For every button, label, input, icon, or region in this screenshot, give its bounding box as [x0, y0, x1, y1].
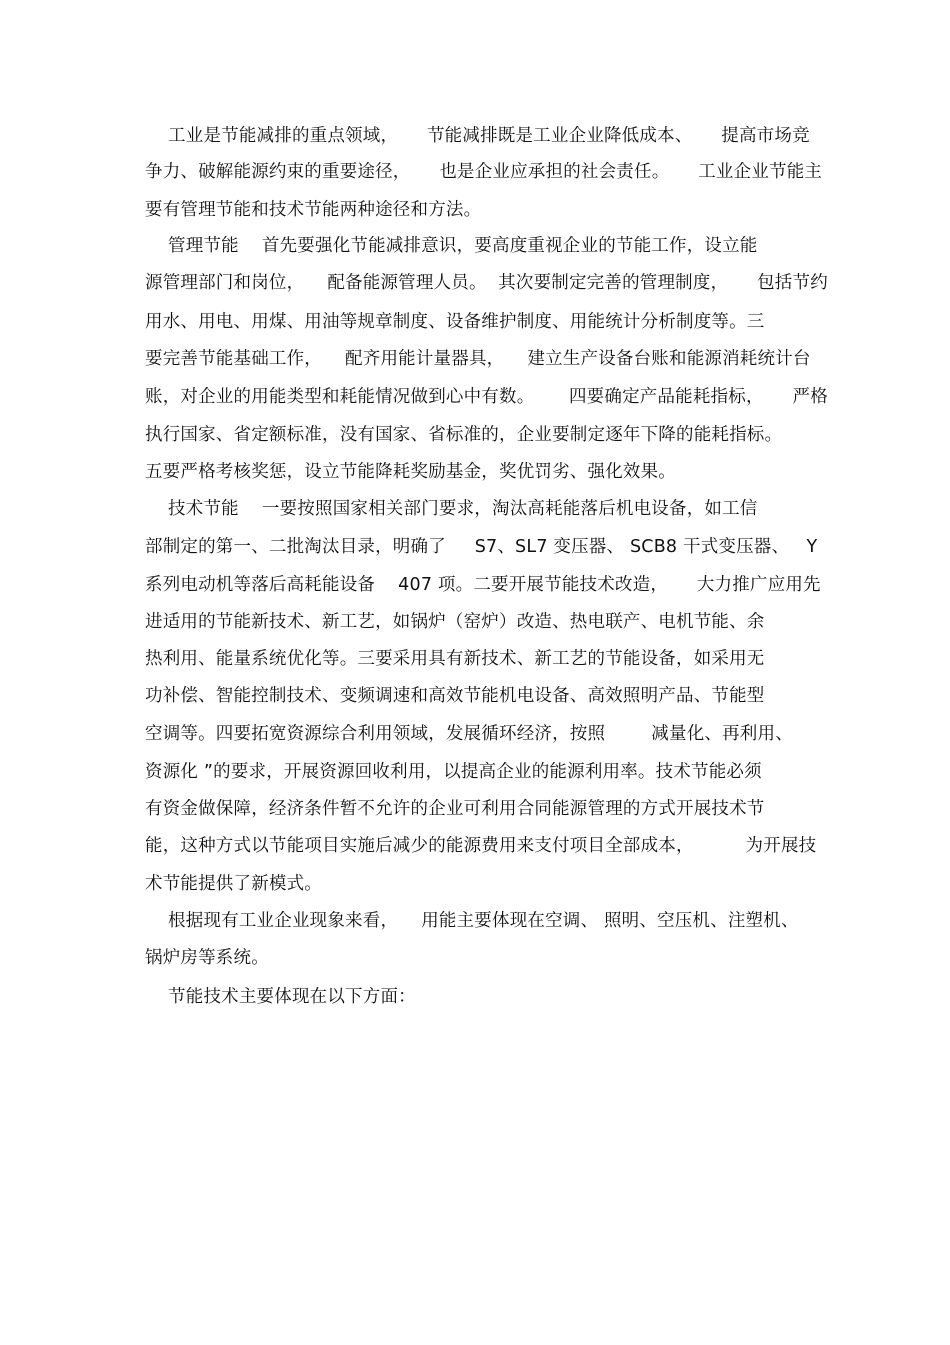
text-line: 争力、破解能源约束的重要途径， 也是企业应承担的社会责任。 工业企业节能主	[145, 162, 823, 182]
text-line: 系列电动机等落后高耗能设备 407 项。二要开展节能技术改造， 大力推广应用先	[145, 575, 821, 595]
text-line: 部制定的第一、二批淘汰目录，明确了 S7、SL7 变压器、 SCB8 干式变压器、 Y	[145, 537, 818, 557]
text-line: 术节能提供了新模式。	[145, 874, 322, 894]
text-line: 锅炉房等系统。	[145, 948, 269, 968]
text-line: 能，这种方式以节能项目实施后减少的能源费用来支付项目全部成本， 为开展技	[145, 836, 817, 856]
text-line: 有资金做保障，经济条件暂不允许的企业可利用合同能源管理的方式开展技术节	[145, 799, 765, 819]
text-line: 要有管理节能和技术节能两种途径和方法。	[145, 200, 482, 220]
text-line: 技术节能 一要按照国家相关部门要求，淘汰高耗能落后机电设备，如工信	[145, 499, 758, 519]
text-line: 根据现有工业企业现象来看， 用能主要体现在空调、 照明、空压机、注塑机、	[145, 911, 799, 931]
text-line: 节能技术主要体现在以下方面：	[145, 987, 416, 1007]
text-line: 热利用、能量系统优化等。三要采用具有新技术、新工艺的节能设备，如采用无	[145, 649, 765, 669]
text-line: 执行国家、省定额标准，没有国家、省标准的，企业要制定逐年下降的能耗指标。	[145, 425, 783, 445]
text-line: 用水、用电、用煤、用油等规章制度、设备维护制度、用能统计分析制度等。三	[145, 312, 765, 332]
text-line: 五要严格考核奖惩，设立节能降耗奖励基金，奖优罚劣、强化效果。	[145, 462, 676, 482]
text-line: 资源化 ”的要求，开展资源回收利用，以提高企业的能源利用率。技术节能必须	[145, 762, 762, 782]
text-line: 进适用的节能新技术、新工艺，如锅炉（窑炉）改造、热电联产、电机节能、余	[145, 612, 765, 632]
text-line: 要完善节能基础工作， 配齐用能计量器具， 建立生产设备台账和能源消耗统计台	[145, 349, 811, 369]
text-line: 源管理部门和岗位， 配备能源管理人员。 其次要制定完善的管理制度， 包括节约	[145, 273, 828, 293]
text-line: 工业是节能减排的重点领域， 节能减排既是工业企业降低成本、 提高市场竞	[145, 126, 810, 146]
text-line: 空调等。四要拓宽资源综合利用领域，发展循环经济，按照 减量化、再利用、	[145, 724, 793, 744]
text-line: 功补偿、智能控制技术、变频调速和高效节能机电设备、高效照明产品、节能型	[145, 686, 765, 706]
text-line: 账，对企业的用能类型和耗能情况做到心中有数。 四要确定产品能耗指标， 严格	[145, 387, 828, 407]
text-line: 管理节能 首先要强化节能减排意识，要高度重视企业的节能工作，设立能	[145, 236, 758, 256]
